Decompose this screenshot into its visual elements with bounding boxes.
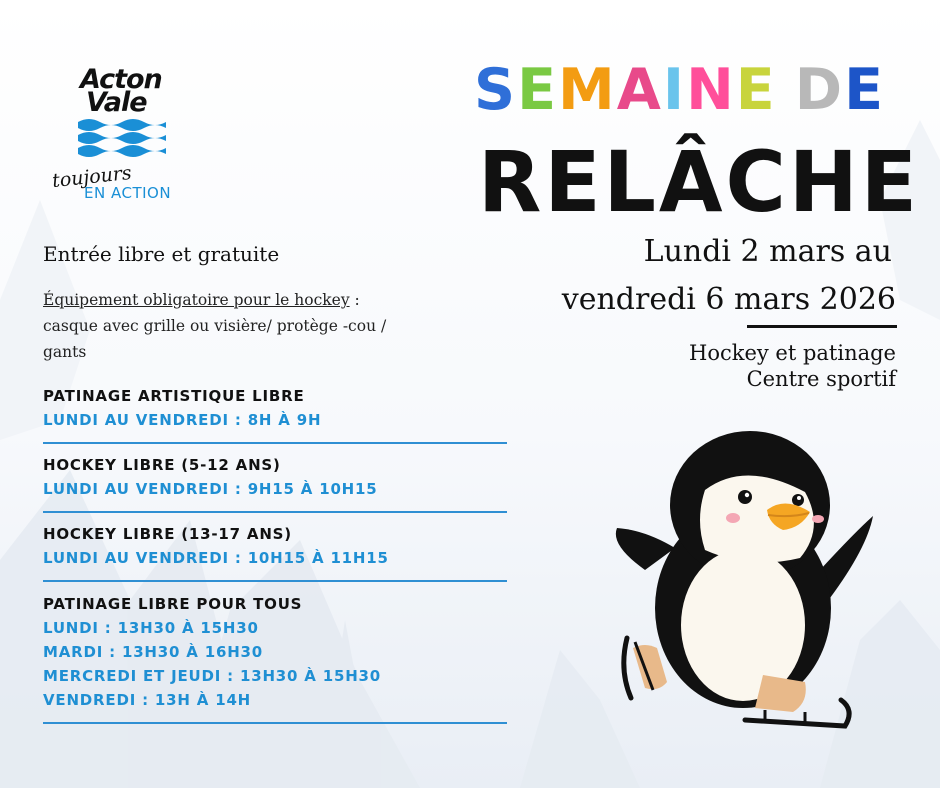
title-letter: A (616, 57, 663, 123)
schedule-line: LUNDI AU VENDREDI : 8H À 9H (43, 411, 322, 429)
title-letter: E (517, 57, 558, 123)
title-semaine-de (474, 57, 904, 123)
date-line1: Lundi 2 mars au (643, 234, 892, 269)
title-relache: RELÂCHE (478, 133, 920, 231)
title-letter: N (686, 57, 736, 123)
logo-tagline: EN ACTION (84, 184, 172, 202)
subtitle-line2: Centre sportif (746, 367, 896, 391)
date-line2: vendredi 6 mars 2026 (561, 282, 896, 317)
schedule-line-lundi: LUNDI : 13H30 À 15H30 (43, 619, 259, 637)
schedule-line-mercredi-jeudi: MERCREDI ET JEUDI : 13H30 À 15H30 (43, 667, 382, 685)
equipment-separator: : (349, 291, 360, 309)
schedule-title: HOCKEY LIBRE (13-17 ANS) (43, 525, 292, 543)
schedule-title: HOCKEY LIBRE (5-12 ANS) (43, 456, 281, 474)
title-letter: M (558, 57, 617, 123)
schedule-divider (43, 722, 507, 724)
logo-line2: Vale (86, 87, 147, 118)
schedule-line-vendredi: VENDREDI : 13H À 14H (43, 691, 252, 709)
title-letter: D (794, 57, 845, 123)
schedule-title: PATINAGE LIBRE POUR TOUS (43, 595, 303, 613)
title-word-semaine (474, 57, 777, 123)
logo-tagline-script: toujours (51, 161, 133, 193)
schedule-line: LUNDI AU VENDREDI : 9H15 À 10H15 (43, 480, 378, 498)
schedule-divider (43, 580, 507, 582)
title-letter: E (844, 57, 885, 123)
title-letter: I (662, 57, 687, 123)
equipment-text: casque avec grille ou visière/ protège -cou / gants (43, 317, 387, 361)
equipment-info (43, 287, 413, 365)
schedule-title: PATINAGE ARTISTIQUE LIBRE (43, 387, 305, 405)
title-letter: E (735, 57, 777, 123)
schedule-line-mardi: MARDI : 13H30 À 16H30 (43, 643, 264, 661)
schedule-block-hockey-13-17 (43, 522, 507, 582)
schedule-line: LUNDI AU VENDREDI : 10H15 À 11H15 (43, 549, 389, 567)
penguin-skater-illustration (605, 420, 885, 750)
logo-line1: Acton (80, 64, 162, 95)
schedule-block-artistique (43, 384, 507, 444)
waves-icon (78, 118, 166, 158)
equipment-label: Équipement obligatoire pour le hockey (43, 291, 350, 309)
acton-vale-logo[interactable] (50, 62, 220, 212)
subtitle-line1: Hockey et patinage (689, 341, 896, 365)
schedule-block-hockey-5-12 (43, 453, 507, 513)
entree-libre-text: Entrée libre et gratuite (43, 242, 280, 266)
title-letter: S (474, 57, 518, 123)
schedule-block-patinage-libre (43, 592, 507, 724)
schedule-divider (43, 442, 507, 444)
title-divider (747, 325, 897, 328)
title-word-de (795, 57, 885, 123)
schedule-divider (43, 511, 507, 513)
